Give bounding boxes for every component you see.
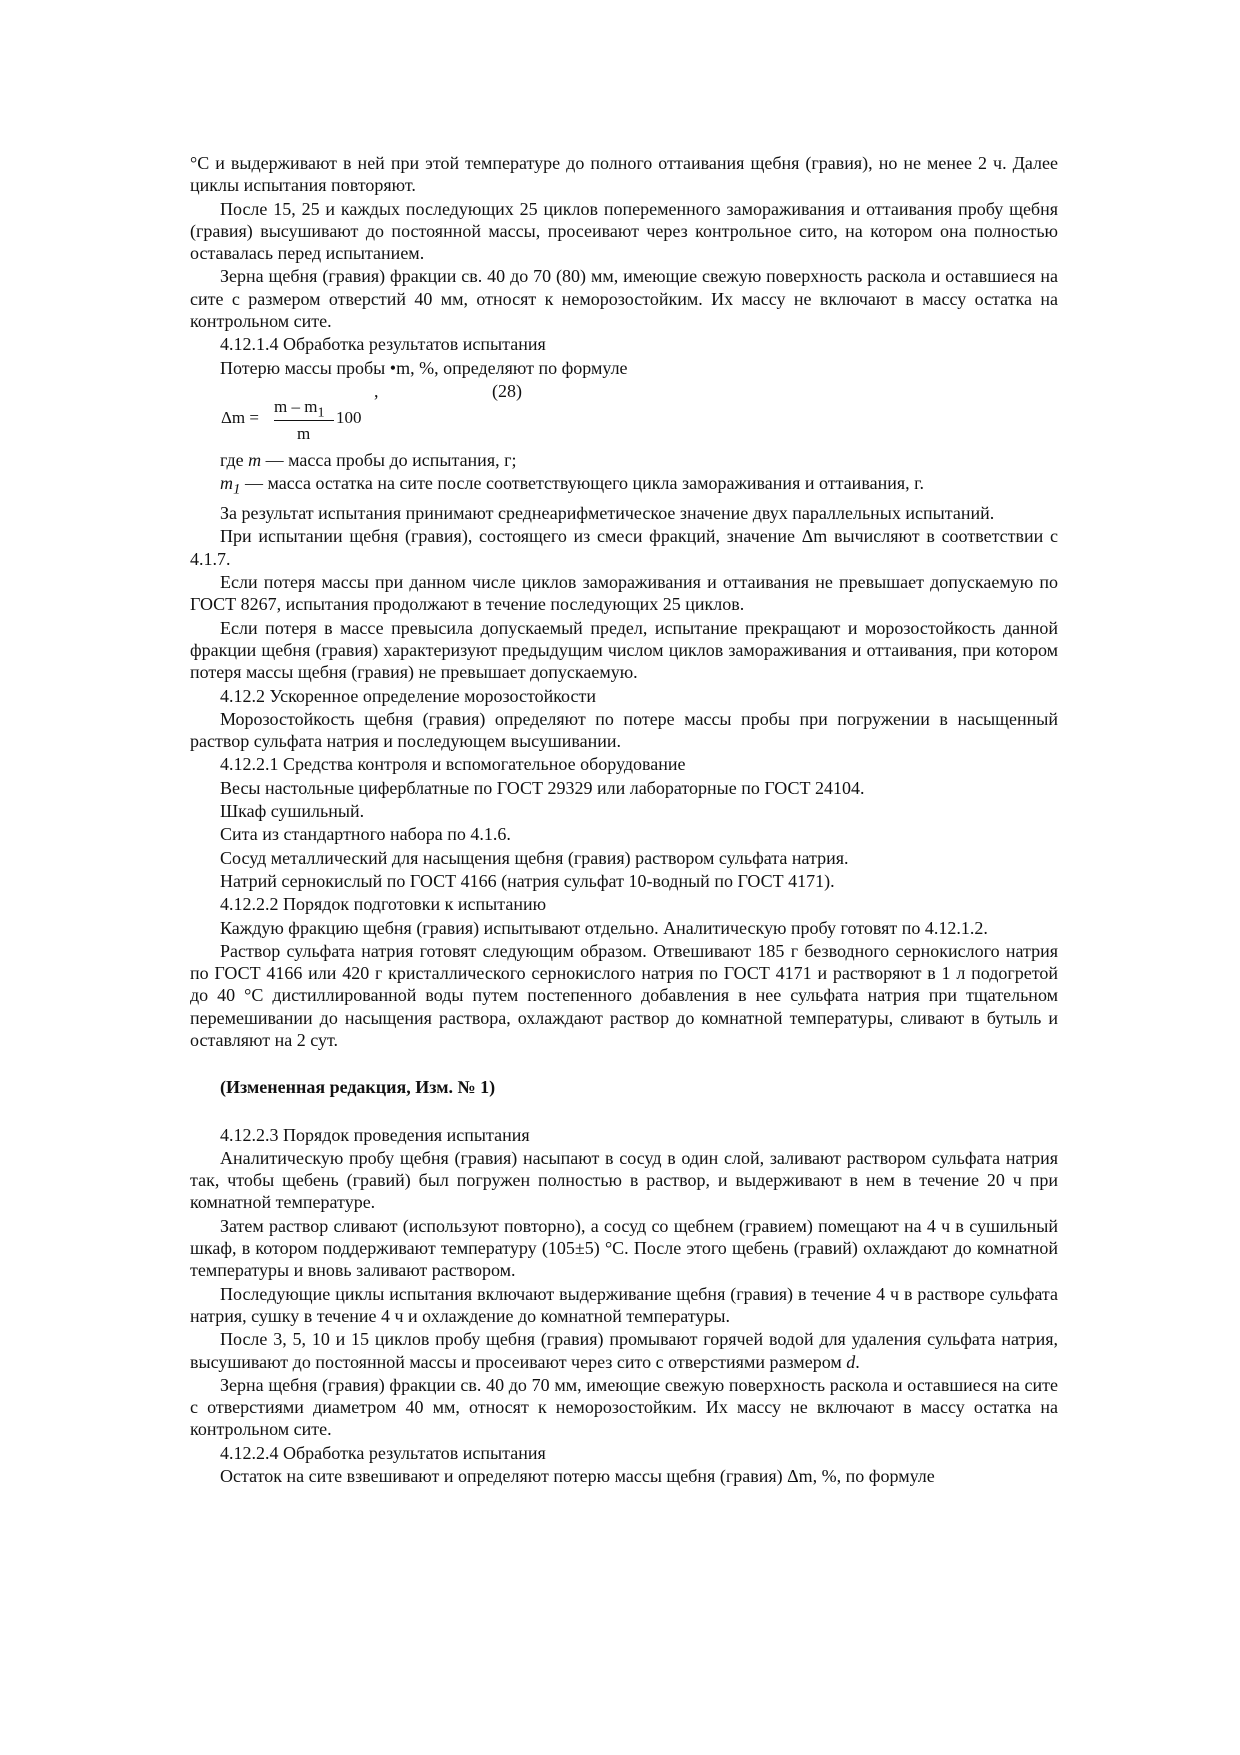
paragraph: Сита из стандартного набора по 4.1.6. [220,824,511,845]
section-heading: 4.12.2.3 Порядок проведения испытания [220,1124,530,1145]
section-heading: 4.12.2.2 Порядок подготовки к испытанию [220,894,547,915]
paragraph: После 3, 5, 10 и 15 циклов пробу щебня (гравия) промывают горячей водой для удаления сульфата натрия, высушивают до постоянной массы и просеивают через сито с отверстиями размером d. [190,1329,1058,1372]
paragraph: Раствор сульфата натрия готовят следующим образом. Отвешивают 185 г безводного сернокислого натрия по ГОСТ 4166 или 420 г кристаллического сернокислого натрия по ГОСТ 4171 и растворяют в 1 л подогретой до 40 °С дистиллированной воды путем постепенного добавления в нее сульфата натрия при тщательном перемешивании до насыщения раствора, охлаждают раствор до комнатной температуры, сливают в бутыль и оставляют на 2 сут. [190,940,1058,1050]
fraction-bar [274,420,334,421]
paragraph: Остаток на сите взвешивают и определяют потерю массы щебня (гравия) Δm, %, по формуле [220,1466,935,1487]
paragraph: Морозостойкость щебня (гравия) определяют по потере массы пробы при погружении в насыщенный раствор сульфата натрия и последующем высушивании. [190,708,1058,752]
paragraph: За результат испытания принимают среднеарифметическое значение двух параллельных испытаний. [220,503,995,524]
variable-definition: $m_1$ — масса остатка на сите после соответствующего цикла замораживания и оттаивания, г. [220,473,924,498]
paragraph: Сосуд металлический для насыщения щебня (гравия) раствором сульфата натрия. [220,847,849,868]
paragraph: Аналитическую пробу щебня (гравия) насыпают в сосуд в один слой, заливают раствором сульфата натрия так, чтобы щебень (гравий) был погружен полностью в раствор, и выдерживают в нем в течение 20 ч при комнатной температуре. [190,1147,1058,1213]
paragraph: Потерю массы пробы •m, %, определяют по формуле [220,357,628,378]
paragraph: Если потеря массы при данном числе циклов замораживания и оттаивания не превышает допускаемую по ГОСТ 8267, испытания продолжают в течение последующих 25 циклов. [190,572,1058,615]
variable-definition: где m — масса пробы до испытания, г; [220,449,517,470]
paragraph: Зерна щебня (гравия) фракции св. 40 до 70 (80) мм, имеющие свежую поверхность раскола и оставшиеся на сите с размером отверстий 40 мм, относят к неморозостойким. Их массу не включают в массу остатка на контрольном сите. [190,266,1058,332]
formula-numerator: m – $m_1$ [274,396,325,421]
paragraph: Каждую фракцию щебня (гравия) испытывают отдельно. Аналитическую пробу готовят по 4.12.1.2. [220,917,988,938]
document-page [190,152,1058,1488]
formula-number: (28) [492,380,522,401]
formula-28 [190,380,1058,448]
paragraph: Если потеря в массе превысила допускаемый предел, испытание прекращают и морозостойкость данной фракции щебня (гравия) характеризуют предыдущим числом циклов замораживания и оттаивания, при котором потеря массы щебня (гравия) не превышает допускаемую. [190,617,1058,683]
paragraph: Последующие циклы испытания включают выдерживание щебня (гравия) в течение 4 ч в растворе сульфата натрия, сушку в течение 4 ч и охлаждение до комнатной температуры. [190,1283,1058,1326]
formula-comma: , [374,380,379,401]
paragraph: Затем раствор сливают (используют повторно), а сосуд со щебнем (гравием) помещают на 4 ч в сушильный шкаф, в котором поддерживают температуру (105±5) °С. После этого щебень (гравий) охлаждают до комнатной температуры и вновь заливают раствором. [190,1215,1058,1281]
section-heading: 4.12.2.1 Средства контроля и вспомогательное оборудование [220,754,686,775]
formula-multiplier: 100 [336,407,362,427]
formula-denominator: m [297,423,311,443]
amendment-note: (Измененная редакция, Изм. № 1) [220,1077,496,1098]
paragraph: Весы настольные циферблатные по ГОСТ 29329 или лабораторные по ГОСТ 24104. [220,777,865,798]
section-heading: 4.12.1.4 Обработка результатов испытания [220,334,546,355]
paragraph: Зерна щебня (гравия) фракции св. 40 до 70 мм, имеющие свежую поверхность раскола и оставшиеся на сите с отверстиями диаметром 40 мм, относят к неморозостойким. Их массу не включают в массу остатка на контрольном сите. [190,1374,1058,1440]
formula-lhs: Δm = [221,407,259,427]
paragraph: °С и выдерживают в ней при этой температуре до полного оттаивания щебня (гравия), но не менее 2 ч. Далее циклы испытания повторяют. [190,153,1058,196]
paragraph: Шкаф сушильный. [220,801,365,822]
section-heading: 4.12.2.4 Обработка результатов испытания [220,1442,546,1463]
paragraph: Натрий сернокислый по ГОСТ 4166 (натрия сульфат 10-водный по ГОСТ 4171). [220,870,835,891]
paragraph: После 15, 25 и каждых последующих 25 циклов попеременного замораживания и оттаивания пробу щебня (гравия) высушивают до постоянной массы, просеивают через контрольное сито, на котором она полностью оставалась перед испытанием. [190,198,1058,264]
section-heading: 4.12.2 Ускоренное определение морозостойкости [220,685,596,706]
formula-numerator-subscript: 1 [317,404,325,421]
paragraph: При испытании щебня (гравия), состоящего из смеси фракций, значение Δm вычисляют в соответствии с 4.1.7. [190,526,1058,569]
